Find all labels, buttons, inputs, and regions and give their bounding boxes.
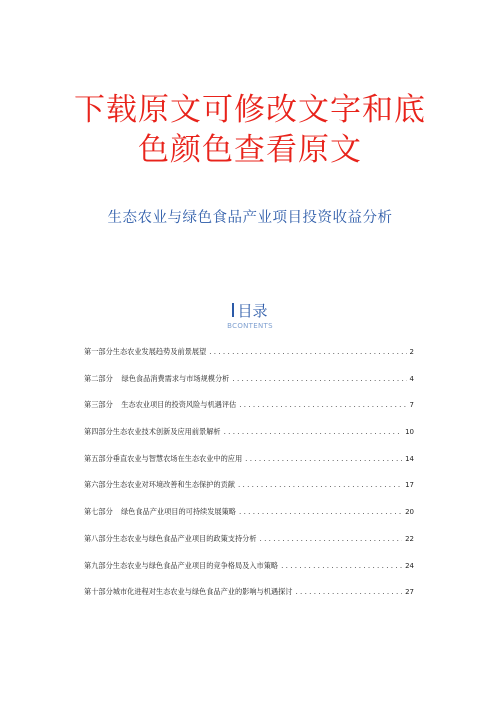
toc-item-part: 第十部分 bbox=[84, 587, 113, 597]
toc-item-leader bbox=[232, 374, 406, 383]
toc-item-part: 第四部分 bbox=[84, 427, 113, 437]
toc-item[interactable] bbox=[84, 454, 414, 481]
toc-item-page: 17 bbox=[405, 481, 414, 490]
toc-item-title: 生态农业与绿色食品产业项目的竞争格局及入市策略 bbox=[112, 560, 279, 570]
toc-item-leader bbox=[238, 480, 402, 489]
toc-item-title: 绿色食品消费需求与市场规模分析 bbox=[121, 373, 230, 383]
toc-item-part: 第九部分 bbox=[84, 560, 113, 570]
toc-item-title: 生态农业对环境改善和生态保护的贡献 bbox=[112, 480, 235, 490]
toc-subheading: BCONTENTS bbox=[227, 322, 273, 330]
toc-item-page: 14 bbox=[405, 454, 414, 463]
toc-item-part: 第三部分 bbox=[84, 400, 113, 410]
toc-item-page: 7 bbox=[409, 401, 414, 410]
toc-item[interactable] bbox=[84, 587, 414, 614]
toc-item-leader bbox=[209, 347, 406, 356]
download-banner bbox=[0, 90, 500, 170]
document-title: 生态农业与绿色食品产业项目投资收益分析 bbox=[107, 210, 393, 226]
toc-item[interactable] bbox=[84, 534, 414, 561]
banner-line-1: 下载原文可修改文字和底 bbox=[74, 92, 426, 128]
toc-heading bbox=[0, 300, 500, 321]
toc-item-title: 绿色食品产业项目的可持续发展策略 bbox=[120, 507, 236, 517]
toc-item-leader bbox=[224, 427, 402, 436]
toc-item[interactable] bbox=[84, 507, 414, 534]
toc-item-page: 2 bbox=[409, 348, 414, 356]
toc-item-page: 4 bbox=[409, 374, 414, 383]
toc-item-leader bbox=[295, 587, 402, 596]
banner-line-2: 色颜色查看原文 bbox=[138, 132, 362, 168]
toc-item-page: 10 bbox=[405, 428, 414, 437]
toc-item-leader bbox=[260, 534, 403, 543]
toc-item-leader bbox=[239, 400, 406, 409]
toc-item-title: 城市化进程对生态农业与绿色食品产业的影响与机遇探讨 bbox=[112, 587, 293, 597]
toc-item-title: 垂直农业与智慧农场在生态农业中的应用 bbox=[112, 453, 243, 463]
toc-item-page: 27 bbox=[405, 588, 414, 597]
toc-heading-label: 目录 bbox=[237, 302, 268, 320]
toc-item-title: 生态农业发展趋势及前景展望 bbox=[112, 347, 207, 356]
toc-item-part: 第七部分 bbox=[84, 507, 113, 517]
toc-item-leader bbox=[281, 561, 402, 570]
toc-list bbox=[84, 347, 414, 614]
toc-item-part: 第五部分 bbox=[84, 453, 113, 463]
vertical-bar-icon bbox=[232, 303, 234, 317]
toc-item-part: 第六部分 bbox=[84, 480, 113, 490]
toc-item[interactable] bbox=[84, 427, 414, 454]
toc-item[interactable] bbox=[84, 374, 414, 401]
toc-item[interactable] bbox=[84, 561, 414, 588]
toc-item-page: 24 bbox=[405, 561, 414, 570]
toc-item[interactable] bbox=[84, 347, 414, 374]
toc-item-title: 生态农业与绿色食品产业项目的政策支持分析 bbox=[112, 533, 257, 543]
toc-item-title: 生态农业项目的投资风险与机遇评估 bbox=[121, 400, 237, 410]
toc-item-title: 生态农业技术创新及应用前景解析 bbox=[112, 427, 221, 437]
toc-item[interactable] bbox=[84, 400, 414, 427]
toc-item-leader bbox=[245, 454, 402, 463]
toc-item-part: 第二部分 bbox=[84, 373, 113, 383]
toc-item-part: 第八部分 bbox=[84, 533, 113, 543]
toc-item[interactable] bbox=[84, 480, 414, 507]
toc-item-part: 第一部分 bbox=[84, 347, 113, 356]
toc-item-page: 20 bbox=[405, 508, 414, 517]
toc-item-leader bbox=[239, 507, 402, 516]
toc-item-page: 22 bbox=[405, 534, 414, 543]
